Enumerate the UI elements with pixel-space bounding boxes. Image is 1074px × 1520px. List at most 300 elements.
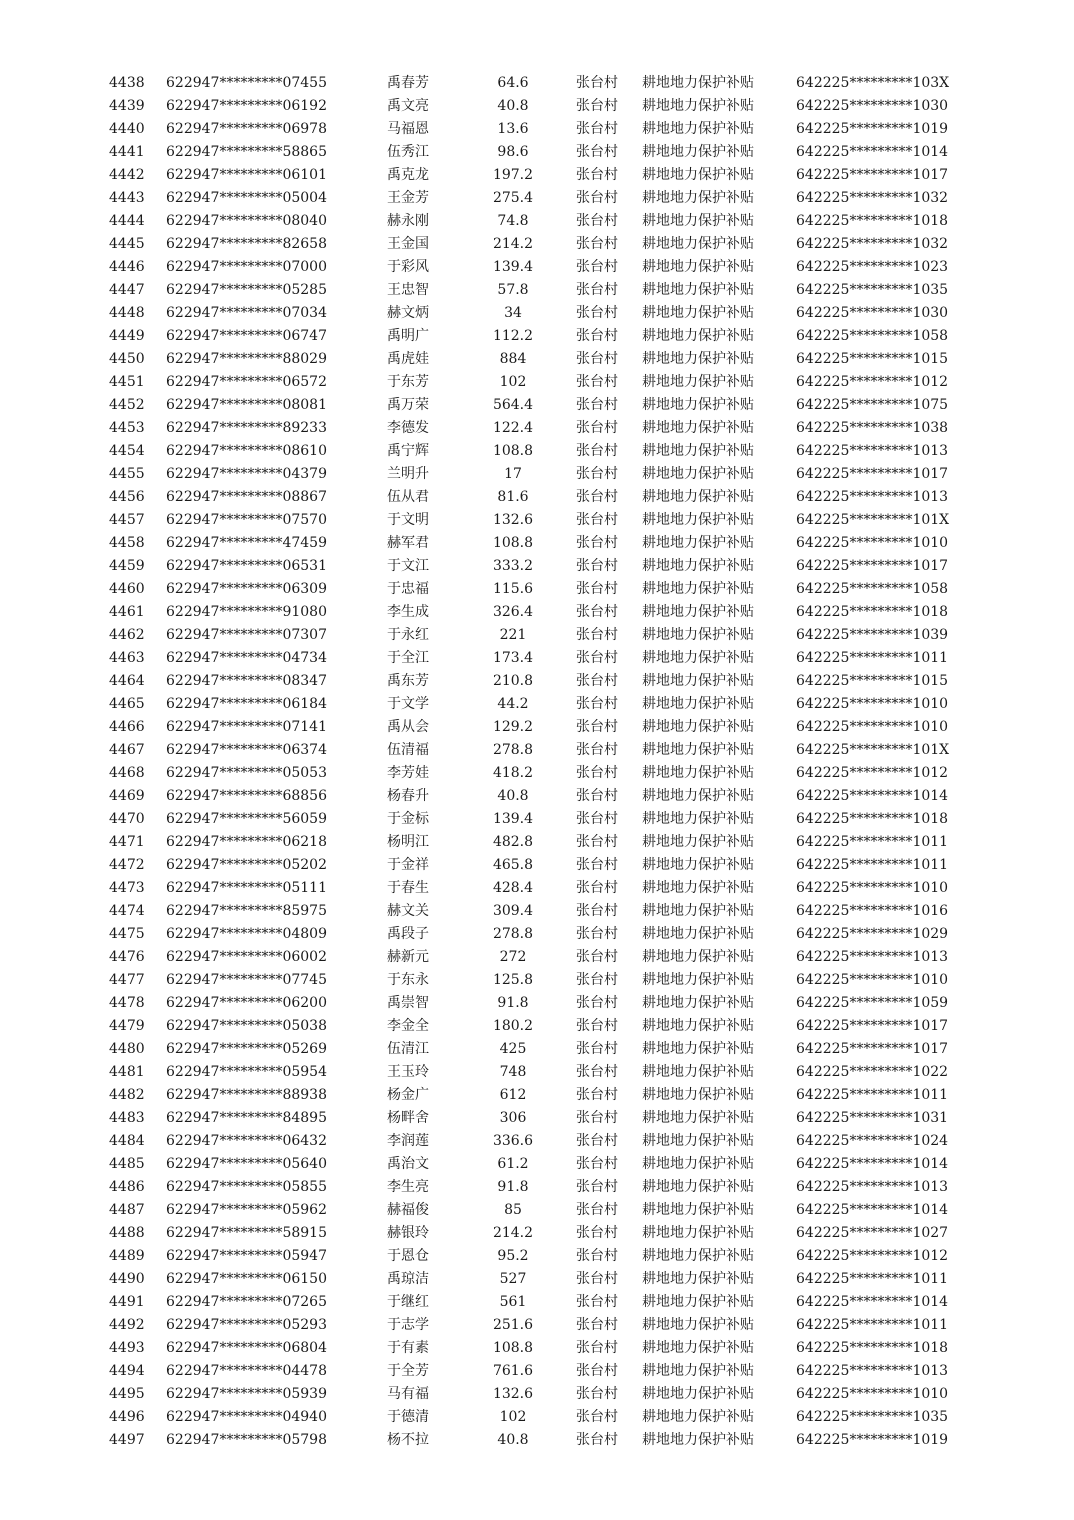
id-number-cell: 642225*********1010: [796, 719, 949, 735]
subsidy-amount-cell: 112.2: [492, 328, 534, 344]
row-number-cell: 4449: [109, 328, 145, 344]
subsidy-item-cell: 耕地地力保护补贴: [642, 765, 754, 781]
subsidy-item-cell: 耕地地力保护补贴: [642, 1018, 754, 1034]
id-number-cell: 642225*********1011: [796, 834, 949, 850]
table-row: [0, 647, 1074, 670]
subsidy-amount-cell: 309.4: [492, 903, 534, 919]
bank-account-cell: 622947*********05939: [166, 1386, 327, 1402]
table-row: [0, 670, 1074, 693]
id-number-cell: 642225*********103X: [796, 75, 950, 91]
subsidy-item-cell: 耕地地力保护补贴: [642, 351, 754, 367]
table-row: [0, 348, 1074, 371]
table-row: [0, 325, 1074, 348]
id-number-cell: 642225*********1017: [796, 1041, 949, 1057]
table-row: [0, 923, 1074, 946]
recipient-name-cell: 于春生: [387, 880, 429, 896]
row-number-cell: 4442: [109, 167, 145, 183]
id-number-cell: 642225*********1013: [796, 1179, 949, 1195]
subsidy-item-cell: 耕地地力保护补贴: [642, 903, 754, 919]
table-row: [0, 831, 1074, 854]
table-row: [0, 72, 1074, 95]
recipient-name-cell: 禹治文: [387, 1156, 429, 1172]
row-number-cell: 4490: [109, 1271, 145, 1287]
village-cell: 张台村: [576, 972, 618, 988]
subsidy-item-cell: 耕地地力保护补贴: [642, 535, 754, 551]
table-row: [0, 1130, 1074, 1153]
table-row: [0, 969, 1074, 992]
bank-account-cell: 622947*********07141: [166, 719, 327, 735]
recipient-name-cell: 于金标: [387, 811, 429, 827]
recipient-name-cell: 伍清福: [387, 742, 429, 758]
table-row: [0, 785, 1074, 808]
id-number-cell: 642225*********1015: [796, 673, 949, 689]
subsidy-amount-cell: 333.2: [492, 558, 534, 574]
subsidy-table: [0, 72, 1074, 1452]
subsidy-amount-cell: 180.2: [492, 1018, 534, 1034]
village-cell: 张台村: [576, 489, 618, 505]
village-cell: 张台村: [576, 880, 618, 896]
subsidy-amount-cell: 102: [499, 1409, 527, 1425]
table-row: [0, 371, 1074, 394]
bank-account-cell: 622947*********06978: [166, 121, 327, 137]
subsidy-amount-cell: 612: [499, 1087, 527, 1103]
subsidy-amount-cell: 61.2: [497, 1156, 529, 1172]
id-number-cell: 642225*********1024: [796, 1133, 949, 1149]
table-row: [0, 279, 1074, 302]
village-cell: 张台村: [576, 351, 618, 367]
subsidy-amount-cell: 527: [499, 1271, 527, 1287]
village-cell: 张台村: [576, 121, 618, 137]
village-cell: 张台村: [576, 1432, 618, 1448]
row-number-cell: 4461: [109, 604, 145, 620]
id-number-cell: 642225*********1014: [796, 1202, 949, 1218]
recipient-name-cell: 于文明: [387, 512, 429, 528]
id-number-cell: 642225*********1010: [796, 880, 949, 896]
subsidy-amount-cell: 108.8: [492, 443, 534, 459]
village-cell: 张台村: [576, 834, 618, 850]
recipient-name-cell: 禹明广: [387, 328, 429, 344]
recipient-name-cell: 伍清江: [387, 1041, 429, 1057]
bank-account-cell: 622947*********07745: [166, 972, 327, 988]
bank-account-cell: 622947*********88938: [166, 1087, 327, 1103]
row-number-cell: 4492: [109, 1317, 145, 1333]
subsidy-item-cell: 耕地地力保护补贴: [642, 696, 754, 712]
recipient-name-cell: 禹万荣: [387, 397, 429, 413]
bank-account-cell: 622947*********82658: [166, 236, 327, 252]
subsidy-amount-cell: 221: [499, 627, 527, 643]
table-row: [0, 1429, 1074, 1452]
recipient-name-cell: 禹春芳: [387, 75, 429, 91]
subsidy-amount-cell: 129.2: [492, 719, 534, 735]
row-number-cell: 4457: [109, 512, 145, 528]
subsidy-item-cell: 耕地地力保护补贴: [642, 972, 754, 988]
id-number-cell: 642225*********1017: [796, 1018, 949, 1034]
bank-account-cell: 622947*********05111: [166, 880, 327, 896]
subsidy-item-cell: 耕地地力保护补贴: [642, 466, 754, 482]
table-row: [0, 808, 1074, 831]
subsidy-item-cell: 耕地地力保护补贴: [642, 443, 754, 459]
bank-account-cell: 622947*********56059: [166, 811, 327, 827]
row-number-cell: 4493: [109, 1340, 145, 1356]
village-cell: 张台村: [576, 995, 618, 1011]
recipient-name-cell: 王金芳: [387, 190, 429, 206]
bank-account-cell: 622947*********06309: [166, 581, 327, 597]
row-number-cell: 4453: [109, 420, 145, 436]
subsidy-item-cell: 耕地地力保护补贴: [642, 995, 754, 1011]
recipient-name-cell: 李生成: [387, 604, 429, 620]
recipient-name-cell: 马有福: [387, 1386, 429, 1402]
row-number-cell: 4452: [109, 397, 145, 413]
bank-account-cell: 622947*********06572: [166, 374, 327, 390]
row-number-cell: 4448: [109, 305, 145, 321]
bank-account-cell: 622947*********07307: [166, 627, 327, 643]
row-number-cell: 4466: [109, 719, 145, 735]
table-row: [0, 302, 1074, 325]
bank-account-cell: 622947*********07570: [166, 512, 327, 528]
subsidy-amount-cell: 278.8: [492, 926, 534, 942]
subsidy-item-cell: 耕地地力保护补贴: [642, 1225, 754, 1241]
subsidy-item-cell: 耕地地力保护补贴: [642, 1409, 754, 1425]
recipient-name-cell: 杨明江: [387, 834, 429, 850]
village-cell: 张台村: [576, 1271, 618, 1287]
bank-account-cell: 622947*********85975: [166, 903, 327, 919]
recipient-name-cell: 于忠福: [387, 581, 429, 597]
id-number-cell: 642225*********1010: [796, 535, 949, 551]
recipient-name-cell: 于德清: [387, 1409, 429, 1425]
subsidy-item-cell: 耕地地力保护补贴: [642, 1179, 754, 1195]
village-cell: 张台村: [576, 75, 618, 91]
bank-account-cell: 622947*********06218: [166, 834, 327, 850]
bank-account-cell: 622947*********04734: [166, 650, 327, 666]
subsidy-amount-cell: 884: [499, 351, 527, 367]
village-cell: 张台村: [576, 374, 618, 390]
id-number-cell: 642225*********1035: [796, 282, 949, 298]
subsidy-item-cell: 耕地地力保护补贴: [642, 558, 754, 574]
table-row: [0, 1038, 1074, 1061]
row-number-cell: 4471: [109, 834, 145, 850]
subsidy-amount-cell: 214.2: [492, 1225, 534, 1241]
table-row: [0, 1222, 1074, 1245]
id-number-cell: 642225*********1014: [796, 144, 949, 160]
village-cell: 张台村: [576, 144, 618, 160]
id-number-cell: 642225*********1013: [796, 1363, 949, 1379]
table-row: [0, 578, 1074, 601]
village-cell: 张台村: [576, 397, 618, 413]
table-row: [0, 601, 1074, 624]
row-number-cell: 4468: [109, 765, 145, 781]
bank-account-cell: 622947*********84895: [166, 1110, 327, 1126]
row-number-cell: 4474: [109, 903, 145, 919]
subsidy-amount-cell: 98.6: [497, 144, 529, 160]
village-cell: 张台村: [576, 535, 618, 551]
subsidy-amount-cell: 81.6: [497, 489, 529, 505]
table-row: [0, 1360, 1074, 1383]
subsidy-item-cell: 耕地地力保护补贴: [642, 420, 754, 436]
table-row: [0, 532, 1074, 555]
recipient-name-cell: 于文学: [387, 696, 429, 712]
row-number-cell: 4487: [109, 1202, 145, 1218]
village-cell: 张台村: [576, 1087, 618, 1103]
bank-account-cell: 622947*********07000: [166, 259, 327, 275]
table-row: [0, 1061, 1074, 1084]
id-number-cell: 642225*********1017: [796, 167, 949, 183]
row-number-cell: 4465: [109, 696, 145, 712]
recipient-name-cell: 赫永刚: [387, 213, 429, 229]
table-row: [0, 1383, 1074, 1406]
recipient-name-cell: 赫银玲: [387, 1225, 429, 1241]
subsidy-item-cell: 耕地地力保护补贴: [642, 236, 754, 252]
id-number-cell: 642225*********1011: [796, 1271, 949, 1287]
row-number-cell: 4476: [109, 949, 145, 965]
recipient-name-cell: 李金全: [387, 1018, 429, 1034]
row-number-cell: 4473: [109, 880, 145, 896]
village-cell: 张台村: [576, 1340, 618, 1356]
table-row: [0, 624, 1074, 647]
recipient-name-cell: 伍从君: [387, 489, 429, 505]
recipient-name-cell: 李德发: [387, 420, 429, 436]
recipient-name-cell: 禹虎娃: [387, 351, 429, 367]
subsidy-amount-cell: 108.8: [492, 1340, 534, 1356]
village-cell: 张台村: [576, 1386, 618, 1402]
row-number-cell: 4459: [109, 558, 145, 574]
recipient-name-cell: 禹克龙: [387, 167, 429, 183]
bank-account-cell: 622947*********07034: [166, 305, 327, 321]
row-number-cell: 4456: [109, 489, 145, 505]
subsidy-amount-cell: 40.8: [497, 1432, 529, 1448]
bank-account-cell: 622947*********68856: [166, 788, 327, 804]
bank-account-cell: 622947*********07455: [166, 75, 327, 91]
recipient-name-cell: 赫文炳: [387, 305, 429, 321]
row-number-cell: 4443: [109, 190, 145, 206]
id-number-cell: 642225*********1014: [796, 1294, 949, 1310]
subsidy-amount-cell: 40.8: [497, 98, 529, 114]
row-number-cell: 4464: [109, 673, 145, 689]
table-row: [0, 1268, 1074, 1291]
recipient-name-cell: 赫文关: [387, 903, 429, 919]
village-cell: 张台村: [576, 420, 618, 436]
id-number-cell: 642225*********1017: [796, 466, 949, 482]
row-number-cell: 4444: [109, 213, 145, 229]
village-cell: 张台村: [576, 1133, 618, 1149]
recipient-name-cell: 禹从会: [387, 719, 429, 735]
row-number-cell: 4438: [109, 75, 145, 91]
id-number-cell: 642225*********1013: [796, 443, 949, 459]
bank-account-cell: 622947*********04379: [166, 466, 327, 482]
subsidy-item-cell: 耕地地力保护补贴: [642, 397, 754, 413]
subsidy-amount-cell: 122.4: [492, 420, 534, 436]
subsidy-amount-cell: 132.6: [492, 1386, 534, 1402]
bank-account-cell: 622947*********05038: [166, 1018, 327, 1034]
village-cell: 张台村: [576, 1294, 618, 1310]
table-row: [0, 1291, 1074, 1314]
id-number-cell: 642225*********1027: [796, 1225, 949, 1241]
id-number-cell: 642225*********1031: [796, 1110, 949, 1126]
table-row: [0, 1084, 1074, 1107]
id-number-cell: 642225*********1011: [796, 650, 949, 666]
village-cell: 张台村: [576, 213, 618, 229]
subsidy-item-cell: 耕地地力保护补贴: [642, 190, 754, 206]
subsidy-item-cell: 耕地地力保护补贴: [642, 719, 754, 735]
bank-account-cell: 622947*********05293: [166, 1317, 327, 1333]
subsidy-item-cell: 耕地地力保护补贴: [642, 1317, 754, 1333]
id-number-cell: 642225*********1030: [796, 98, 949, 114]
village-cell: 张台村: [576, 719, 618, 735]
subsidy-item-cell: 耕地地力保护补贴: [642, 1133, 754, 1149]
row-number-cell: 4494: [109, 1363, 145, 1379]
subsidy-amount-cell: 74.8: [497, 213, 529, 229]
table-row: [0, 210, 1074, 233]
subsidy-item-cell: 耕地地力保护补贴: [642, 75, 754, 91]
table-row: [0, 256, 1074, 279]
subsidy-item-cell: 耕地地力保护补贴: [642, 1110, 754, 1126]
subsidy-amount-cell: 278.8: [492, 742, 534, 758]
id-number-cell: 642225*********1011: [796, 1317, 949, 1333]
subsidy-item-cell: 耕地地力保护补贴: [642, 1248, 754, 1264]
village-cell: 张台村: [576, 581, 618, 597]
subsidy-item-cell: 耕地地力保护补贴: [642, 673, 754, 689]
recipient-name-cell: 于金祥: [387, 857, 429, 873]
subsidy-item-cell: 耕地地力保护补贴: [642, 926, 754, 942]
subsidy-amount-cell: 482.8: [492, 834, 534, 850]
table-row: [0, 141, 1074, 164]
row-number-cell: 4485: [109, 1156, 145, 1172]
table-row: [0, 118, 1074, 141]
subsidy-item-cell: 耕地地力保护补贴: [642, 742, 754, 758]
row-number-cell: 4467: [109, 742, 145, 758]
subsidy-item-cell: 耕地地力保护补贴: [642, 1386, 754, 1402]
subsidy-item-cell: 耕地地力保护补贴: [642, 282, 754, 298]
recipient-name-cell: 于有素: [387, 1340, 429, 1356]
row-number-cell: 4440: [109, 121, 145, 137]
table-row: [0, 739, 1074, 762]
subsidy-amount-cell: 251.6: [492, 1317, 534, 1333]
id-number-cell: 642225*********1018: [796, 213, 949, 229]
bank-account-cell: 622947*********06150: [166, 1271, 327, 1287]
id-number-cell: 642225*********1039: [796, 627, 949, 643]
bank-account-cell: 622947*********88029: [166, 351, 327, 367]
village-cell: 张台村: [576, 903, 618, 919]
subsidy-amount-cell: 91.8: [497, 1179, 529, 1195]
row-number-cell: 4483: [109, 1110, 145, 1126]
village-cell: 张台村: [576, 98, 618, 114]
subsidy-amount-cell: 91.8: [497, 995, 529, 1011]
row-number-cell: 4489: [109, 1248, 145, 1264]
village-cell: 张台村: [576, 673, 618, 689]
row-number-cell: 4472: [109, 857, 145, 873]
subsidy-item-cell: 耕地地力保护补贴: [642, 834, 754, 850]
subsidy-item-cell: 耕地地力保护补贴: [642, 1340, 754, 1356]
row-number-cell: 4479: [109, 1018, 145, 1034]
subsidy-amount-cell: 13.6: [497, 121, 529, 137]
row-number-cell: 4460: [109, 581, 145, 597]
subsidy-amount-cell: 197.2: [492, 167, 534, 183]
id-number-cell: 642225*********1010: [796, 972, 949, 988]
subsidy-item-cell: 耕地地力保护补贴: [642, 788, 754, 804]
subsidy-amount-cell: 272: [499, 949, 527, 965]
subsidy-item-cell: 耕地地力保护补贴: [642, 1041, 754, 1057]
id-number-cell: 642225*********1032: [796, 190, 949, 206]
subsidy-amount-cell: 336.6: [492, 1133, 534, 1149]
bank-account-cell: 622947*********89233: [166, 420, 327, 436]
subsidy-item-cell: 耕地地力保护补贴: [642, 627, 754, 643]
recipient-name-cell: 于志学: [387, 1317, 429, 1333]
subsidy-item-cell: 耕地地力保护补贴: [642, 857, 754, 873]
subsidy-amount-cell: 214.2: [492, 236, 534, 252]
bank-account-cell: 622947*********04940: [166, 1409, 327, 1425]
id-number-cell: 642225*********1012: [796, 765, 949, 781]
id-number-cell: 642225*********1058: [796, 328, 949, 344]
village-cell: 张台村: [576, 443, 618, 459]
subsidy-amount-cell: 44.2: [497, 696, 529, 712]
recipient-name-cell: 李润莲: [387, 1133, 429, 1149]
subsidy-amount-cell: 85: [504, 1202, 522, 1218]
table-row: [0, 1176, 1074, 1199]
id-number-cell: 642225*********1075: [796, 397, 949, 413]
recipient-name-cell: 王玉玲: [387, 1064, 429, 1080]
table-row: [0, 877, 1074, 900]
table-row: [0, 946, 1074, 969]
subsidy-item-cell: 耕地地力保护补贴: [642, 1294, 754, 1310]
row-number-cell: 4484: [109, 1133, 145, 1149]
row-number-cell: 4470: [109, 811, 145, 827]
village-cell: 张台村: [576, 305, 618, 321]
subsidy-amount-cell: 34: [504, 305, 522, 321]
table-row: [0, 1153, 1074, 1176]
village-cell: 张台村: [576, 696, 618, 712]
subsidy-item-cell: 耕地地力保护补贴: [642, 144, 754, 160]
village-cell: 张台村: [576, 627, 618, 643]
bank-account-cell: 622947*********05962: [166, 1202, 327, 1218]
village-cell: 张台村: [576, 1317, 618, 1333]
village-cell: 张台村: [576, 1179, 618, 1195]
table-row: [0, 440, 1074, 463]
row-number-cell: 4469: [109, 788, 145, 804]
subsidy-amount-cell: 132.6: [492, 512, 534, 528]
row-number-cell: 4477: [109, 972, 145, 988]
recipient-name-cell: 于永红: [387, 627, 429, 643]
table-row: [0, 762, 1074, 785]
village-cell: 张台村: [576, 190, 618, 206]
village-cell: 张台村: [576, 512, 618, 528]
subsidy-item-cell: 耕地地力保护补贴: [642, 1363, 754, 1379]
table-row: [0, 693, 1074, 716]
id-number-cell: 642225*********1059: [796, 995, 949, 1011]
village-cell: 张台村: [576, 1363, 618, 1379]
bank-account-cell: 622947*********06531: [166, 558, 327, 574]
id-number-cell: 642225*********1012: [796, 374, 949, 390]
village-cell: 张台村: [576, 1409, 618, 1425]
subsidy-item-cell: 耕地地力保护补贴: [642, 1064, 754, 1080]
bank-account-cell: 622947*********08867: [166, 489, 327, 505]
subsidy-amount-cell: 748: [499, 1064, 527, 1080]
subsidy-amount-cell: 561: [499, 1294, 527, 1310]
bank-account-cell: 622947*********06747: [166, 328, 327, 344]
row-number-cell: 4450: [109, 351, 145, 367]
id-number-cell: 642225*********1022: [796, 1064, 949, 1080]
id-number-cell: 642225*********1014: [796, 788, 949, 804]
row-number-cell: 4478: [109, 995, 145, 1011]
subsidy-amount-cell: 465.8: [492, 857, 534, 873]
id-number-cell: 642225*********1030: [796, 305, 949, 321]
village-cell: 张台村: [576, 1225, 618, 1241]
bank-account-cell: 622947*********06192: [166, 98, 327, 114]
subsidy-item-cell: 耕地地力保护补贴: [642, 374, 754, 390]
table-row: [0, 394, 1074, 417]
subsidy-amount-cell: 64.6: [497, 75, 529, 91]
id-number-cell: 642225*********1017: [796, 558, 949, 574]
subsidy-item-cell: 耕地地力保护补贴: [642, 305, 754, 321]
recipient-name-cell: 于东永: [387, 972, 429, 988]
